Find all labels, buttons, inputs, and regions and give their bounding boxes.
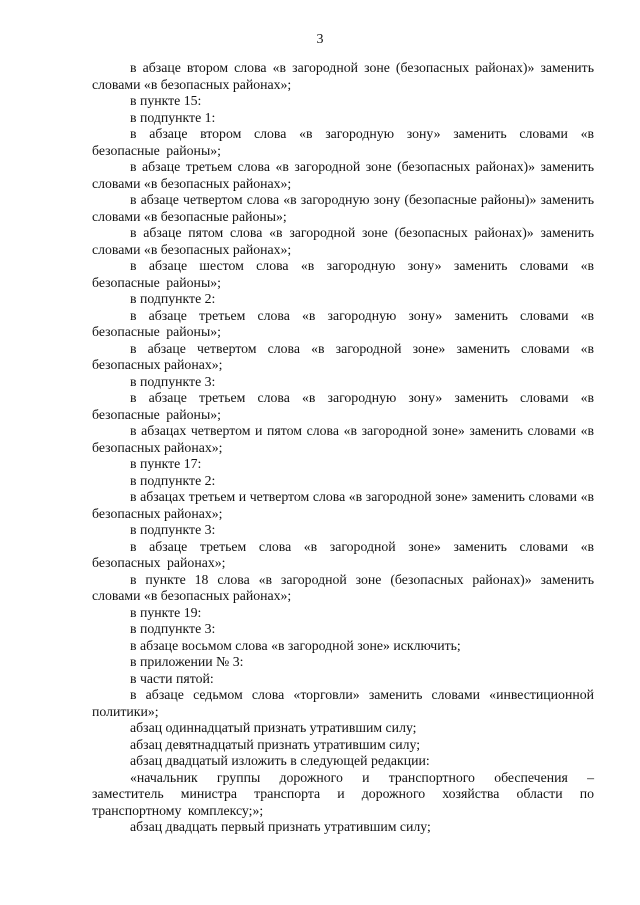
paragraph: в приложении № 3:: [130, 654, 244, 669]
page-number: 3: [316, 32, 324, 47]
paragraph: в абзацах третьем и четвертом слова «в загородной зоне» заменить словами «в безопасных районах»;: [92, 489, 594, 521]
paragraph: в абзаце четвертом слова «в загородной зоне» заменить словами «в безопасных районах»;: [92, 340, 594, 372]
paragraph: в подпункте 3:: [130, 621, 216, 636]
document-body: [92, 60, 594, 836]
paragraph: в подпункте 3:: [130, 373, 216, 389]
paragraph: в абзаце втором слова «в загородную зону» заменить словами «в безопасные районы»;: [92, 126, 594, 158]
paragraph: в пункте 18 слова «в загородной зоне (безопасных районах)» заменить словами «в безопасных районах»;: [92, 571, 594, 603]
paragraph: в абзаце третьем слова «в загородной зоне (безопасных районах)» заменить словами «в безопасных районах»;: [92, 159, 594, 191]
paragraph: в пункте 15:: [130, 93, 202, 108]
paragraph: в абзаце втором слова «в загородной зоне (безопасных районах)» заменить словами «в безопасных районах»;: [92, 60, 594, 92]
paragraph: в абзаце восьмом слова «в загородной зоне» исключить;: [130, 637, 461, 653]
paragraph: в абзаце третьем слова «в загородную зону» заменить словами «в безопасные районы»;: [92, 390, 594, 422]
paragraph: в абзаце шестом слова «в загородную зону» заменить словами «в безопасные районы»;: [92, 258, 594, 290]
paragraph: в абзаце третьем слова «в загородную зону» заменить словами «в безопасные районы»;: [92, 307, 594, 339]
paragraph: абзац девятнадцатый признать утратившим силу;: [130, 736, 421, 752]
paragraph: в части пятой:: [130, 670, 214, 686]
paragraph: абзац двадцатый изложить в следующей редакции:: [130, 753, 430, 768]
paragraph: абзац одиннадцатый признать утратившим силу;: [130, 720, 417, 735]
paragraph: в абзаце седьмом слова «торговли» заменить словами «инвестиционной политики»;: [92, 687, 594, 719]
paragraph: «начальник группы дорожного и транспортного обеспечения – заместитель министра транспорта и дорожного хозяйства области по транспортному комплексу;»;: [92, 769, 594, 818]
paragraph: в подпункте 1:: [130, 109, 216, 125]
paragraph: в подпункте 2:: [130, 472, 216, 488]
paragraph: в абзаце четвертом слова «в загородную зону (безопасные районы)» заменить словами «в безопасные районы»;: [92, 192, 594, 224]
paragraph: в подпункте 2:: [130, 291, 216, 306]
paragraph: в подпункте 3:: [130, 522, 216, 537]
paragraph: в абзаце третьем слова «в загородной зоне» заменить словами «в безопасных районах»;: [92, 538, 594, 570]
paragraph: абзац двадцать первый признать утратившим силу;: [130, 819, 431, 834]
paragraph: в абзаце пятом слова «в загородной зоне (безопасных районах)» заменить словами «в безопасных районах»;: [92, 225, 594, 257]
paragraph: в пункте 17:: [130, 456, 202, 471]
paragraph: в абзацах четвертом и пятом слова «в загородной зоне» заменить словами «в безопасных районах»;: [92, 423, 594, 455]
paragraph: в пункте 19:: [130, 604, 202, 620]
